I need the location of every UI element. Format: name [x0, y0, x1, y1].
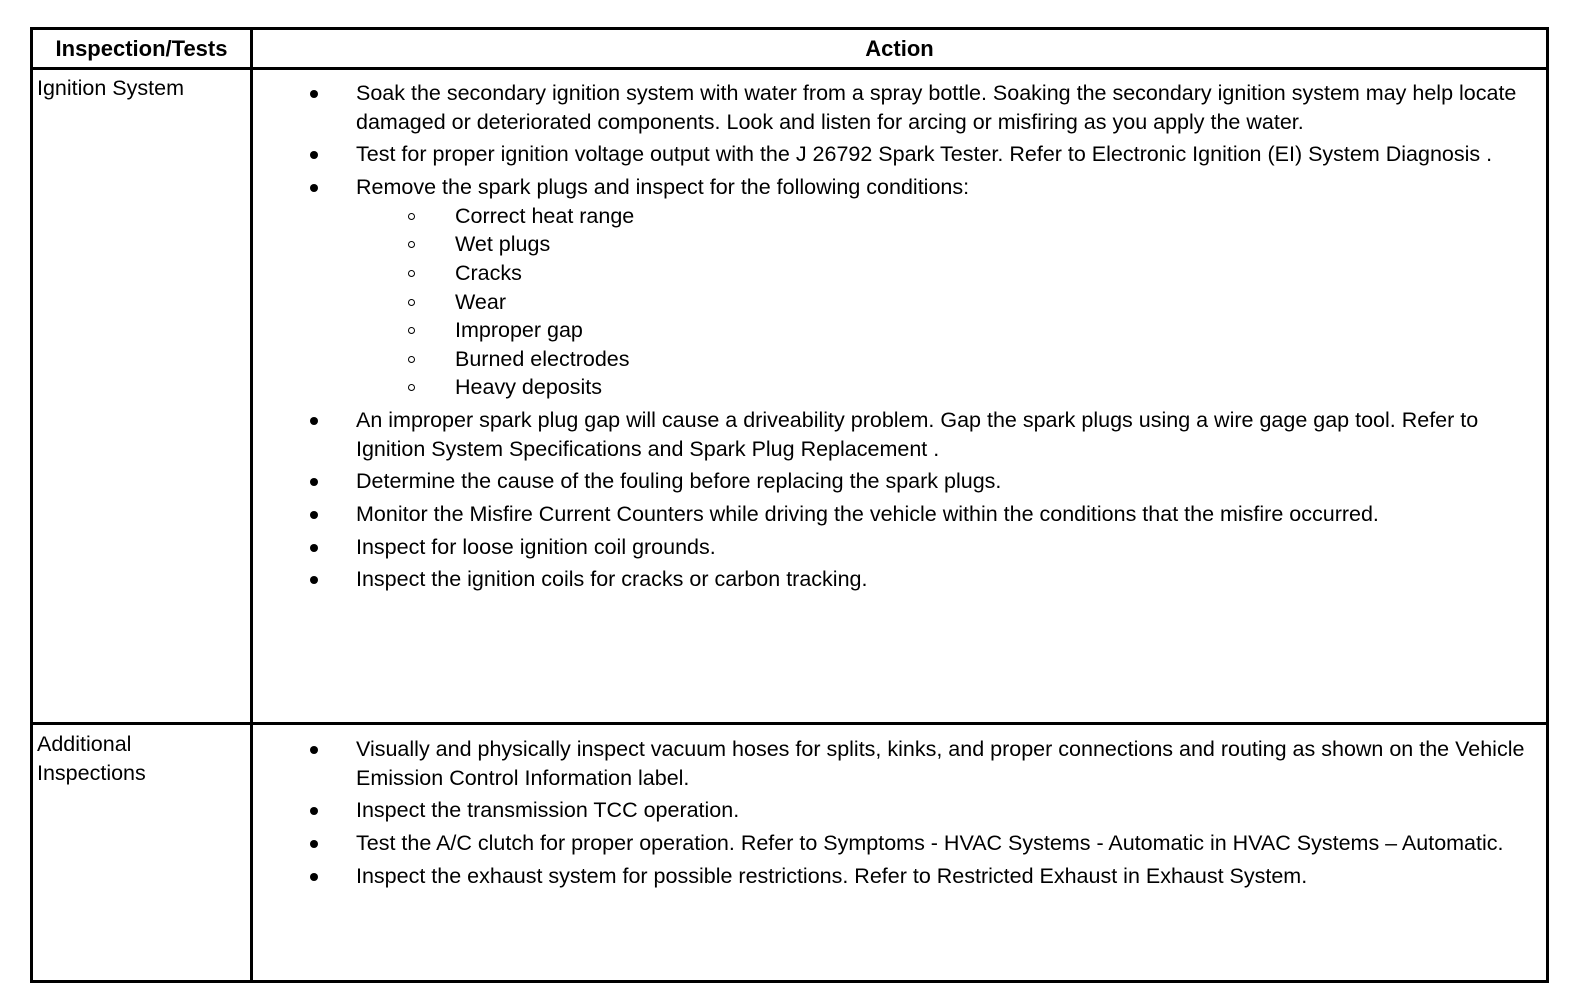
row-label-additional-inspections: Additional Inspections: [37, 732, 146, 785]
condition-item: Heavy deposits: [356, 373, 1543, 402]
list-item: Soak the secondary ignition system with water from a spray bottle. Soaking the secondary ignition system may help locate damaged or deteriorated components. Look and listen for arcing or misfiring as you apply the water.: [253, 79, 1543, 136]
header-divider: [33, 67, 1546, 70]
condition-item: Cracks: [356, 259, 1543, 288]
condition-item: Burned electrodes: [356, 345, 1543, 374]
header-inspection-tests: Inspection/Tests: [55, 35, 228, 61]
list-item: Determine the cause of the fouling before replacing the spark plugs.: [253, 467, 1543, 496]
list-item: Inspect the ignition coils for cracks or carbon tracking.: [253, 565, 1543, 594]
list-item: An improper spark plug gap will cause a driveability problem. Gap the spark plugs using a wire gage gap tool. Refer to Ignition System Specifications and Spark Plug Replacement .: [253, 406, 1543, 463]
action-list: [253, 79, 1543, 594]
inspection-table: [30, 27, 1549, 983]
condition-item: Wear: [356, 288, 1543, 317]
list-item: Test for proper ignition voltage output with the J 26792 Spark Tester. Refer to Electronic Ignition (EI) System Diagnosis .: [253, 140, 1543, 169]
condition-item: Wet plugs: [356, 230, 1543, 259]
list-item: Inspect for loose ignition coil grounds.: [253, 533, 1543, 562]
list-item-with-conditions: [253, 173, 1543, 402]
list-item-text: Remove the spark plugs and inspect for the following conditions:: [356, 175, 970, 200]
list-item: Monitor the Misfire Current Counters while driving the vehicle within the conditions that the misfire occurred.: [253, 500, 1543, 529]
action-list: [253, 735, 1543, 891]
ignition-system-actions: [253, 79, 1543, 598]
list-item: Test the A/C clutch for proper operation. Refer to Symptoms - HVAC Systems - Automatic in HVAC Systems – Automatic.: [253, 829, 1543, 858]
row-divider: [33, 722, 1546, 725]
list-item: Inspect the exhaust system for possible restrictions. Refer to Restricted Exhaust in Exhaust System.: [253, 862, 1543, 891]
condition-item: Correct heat range: [356, 202, 1543, 231]
row-label-ignition-system: Ignition System: [37, 76, 184, 100]
header-action: Action: [865, 35, 934, 61]
condition-item: Improper gap: [356, 316, 1543, 345]
additional-inspections-actions: [253, 735, 1543, 895]
list-item: Inspect the transmission TCC operation.: [253, 796, 1543, 825]
spark-plug-conditions-list: [356, 202, 1543, 402]
list-item: Visually and physically inspect vacuum hoses for splits, kinks, and proper connections and routing as shown on the Vehicle Emission Control Information label.: [253, 735, 1543, 792]
